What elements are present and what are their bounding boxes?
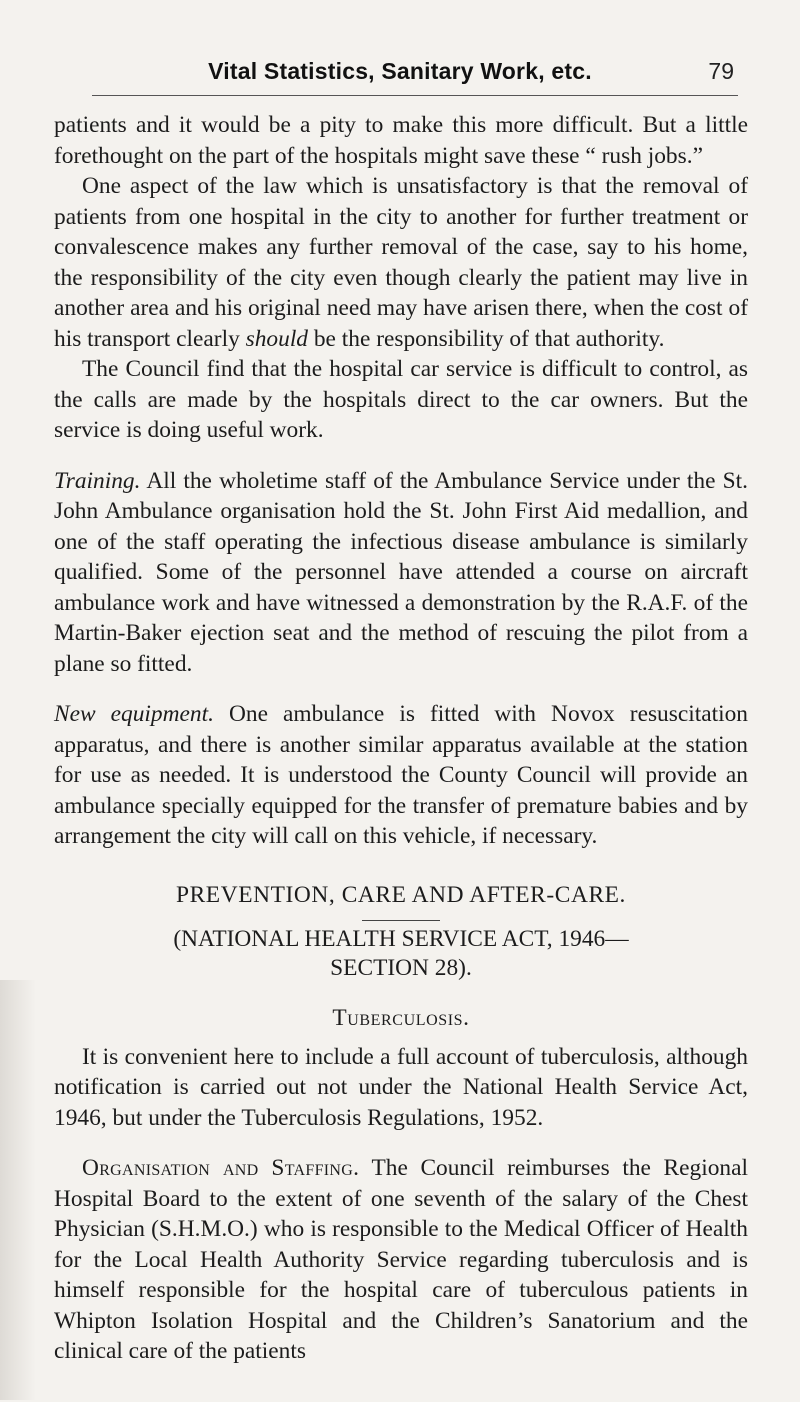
run-in-heading-training: Training. [54,467,141,494]
section-title: PREVENTION, CARE AND AFTER-CARE. [176,881,626,908]
spacer [54,983,748,1003]
training-text: All the wholetime staff of the Ambulance Service under the St. John Ambulance organisation hold the St. John First Aid medallion, and one of the staff operating the infectious disease ambulance is similarly qualified. Some of the personnel have attended a course on aircraft ambulance work and have witnessed a demonstration by the R.A.F. of the Martin-Baker ejection seat and the method of rescuing the pilot from a plane so fitted. [54,467,748,677]
paragraph-continuation: patients and it would be a pity to make this more difficult. But a little forethought on the part of the hospitals might save these “ rush jobs.” [54,112,748,169]
act-reference-line1: (NATIONAL HEALTH SERVICE ACT, 1946— [173,926,629,952]
text-run: be the responsibility of that authority. [308,325,665,352]
running-head: Vital Statistics, Sanitary Work, etc. [208,58,592,84]
paragraph-organisation [54,1153,748,1367]
spacer [54,852,748,872]
header-rule [92,95,738,96]
paragraph-law-aspect [54,171,748,354]
section-rule [362,920,440,921]
subsection-title-tuberculosis: Tuberculosis. [332,1005,470,1031]
spacer [54,1133,748,1153]
paragraph-new-equipment [54,699,748,852]
paragraph-hospital-car-service: The Council find that the hospital car service is difficult to control, as the calls are made by the hospitals direct to the car owners. But the service is doing useful work. [54,356,748,443]
paragraph-training [54,466,748,680]
spacer [54,1034,748,1042]
body-text [54,110,748,1367]
run-in-heading-new-equipment: New equipment. [54,701,214,727]
paragraph-tb-intro: It is convenient here to include a full account of tuberculosis, although notification is carried out not under the National Health Service Act, 1946, but under the Tuberculosis Regulations, 1952. [54,1043,748,1131]
emphasis-should: should [245,325,309,352]
new-equipment-text: One ambulance is fitted with Novox resuscitation apparatus, and there is another similar apparatus available at the station for use as needed. It is understood the County Council will provide an ambulance specially equipped for the transfer of premature babies and by arrangement the city will call on this vehicle, if necessary. [54,701,748,849]
run-in-heading-organisation: Organisation and Staffing. [82,1155,360,1181]
binding-shadow [0,980,36,1400]
text-run: One aspect of the law which is unsatisfactory is that the removal of patients from one hospital in the city to another for further treatment or convalescence makes any further removal of the case, say to his home, the responsibility of the city even though clearly the patient may live in another area and his original need may have arisen there, when the cost of his transport clearly [54,173,748,352]
organisation-text: The Council reimburses the Regional Hospital Board to the extent of one seventh of the salary of the Chest Physician (S.H.M.O.) who is responsible to the Medical Officer of Health for the Local Health Authority Service regarding tuberculosis and is himself responsible for the hospital care of tuberculous patients in Whipton Isolation Hospital and the Children’s Sanatorium and the clinical care of the patients [54,1155,748,1364]
spacer [54,679,748,699]
spacer [54,446,748,466]
act-reference-line2: SECTION 28). [330,955,472,981]
page-number: 79 [708,58,734,84]
spacer [54,872,748,880]
